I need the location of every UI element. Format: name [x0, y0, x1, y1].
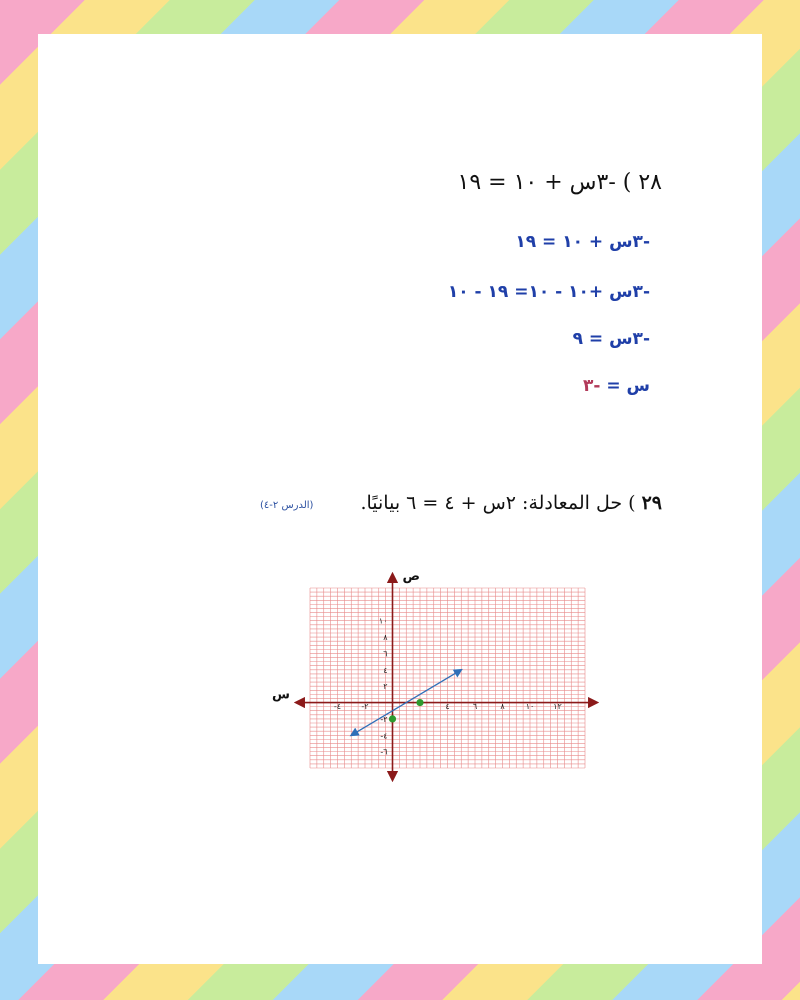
y-tick-label: ١٠: [378, 616, 388, 626]
question-29-text: حل المعادلة: ٢س + ٤ = ٦ بيانيًا.: [360, 492, 623, 514]
y-tick-label: -٦: [380, 747, 388, 757]
y-tick-label: ٤: [383, 665, 388, 675]
x-tick-label: ٦: [472, 702, 478, 712]
worksheet-page: [38, 34, 762, 964]
plotted-point: [389, 715, 396, 722]
y-tick-label: ٨: [383, 633, 388, 643]
solution-step-2: -٣س +١٠ - ١٠= ١٩ - ١٠: [447, 282, 650, 302]
question-29: [360, 492, 662, 514]
x-tick-label: ١٢: [553, 702, 562, 712]
solution-step-1: -٣س + ١٠ = ١٩: [515, 232, 650, 252]
plotted-point: [416, 699, 423, 706]
question-28-equation: -٣س + ١٠ = ١٩: [457, 170, 616, 195]
question-28-number: ٢٨: [638, 170, 662, 195]
question-29-number: ٢٩: [641, 492, 662, 514]
y-axis-label: ص: [402, 569, 420, 584]
x-tick-label: -٤: [333, 702, 342, 712]
x-tick-label: ١٠: [525, 702, 535, 712]
solution-step-3: -٣س = ٩: [572, 329, 650, 349]
lesson-reference-tag: (الدرس ٢-٤): [260, 500, 314, 511]
question-28-paren: ): [615, 170, 632, 195]
x-tick-label: ٤: [445, 702, 450, 712]
y-tick-label: -٤: [380, 731, 388, 741]
answer-variable: س =: [600, 376, 650, 396]
y-tick-label: ٢: [383, 682, 388, 692]
answer-value: -٣: [583, 376, 601, 396]
y-tick-label: -٢: [380, 714, 388, 724]
solution-answer: [583, 376, 650, 396]
y-tick-label: ٦: [383, 649, 388, 659]
x-axis-label: س: [272, 687, 290, 703]
coordinate-graph: [272, 568, 610, 778]
question-29-paren: ): [622, 492, 636, 514]
question-28: [458, 170, 662, 195]
x-tick-label: -٢: [361, 702, 369, 712]
x-tick-label: ٨: [500, 702, 505, 712]
